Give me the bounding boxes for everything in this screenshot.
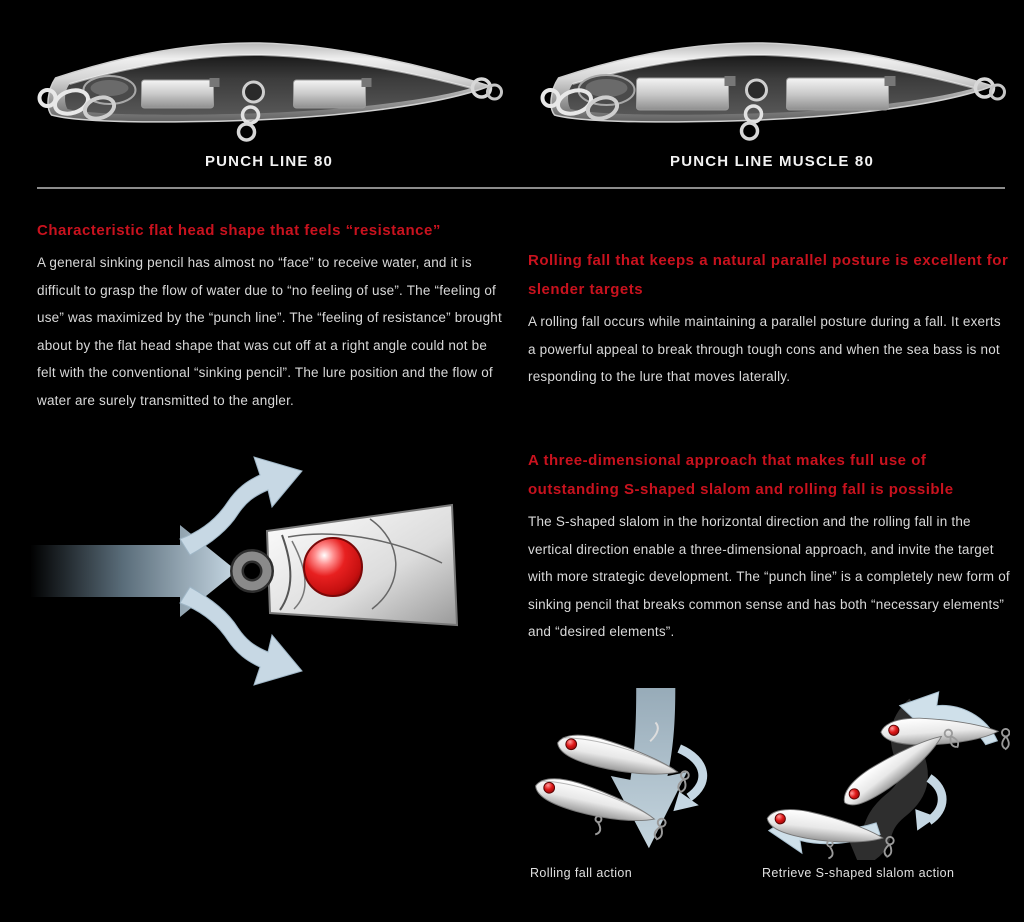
section-body: The S-shaped slalom in the horizontal direction and the rolling fall in the vertical direction enable a three-dimensional approach, and invite the target with more strategic development. The “punch line” is a completely new form of sinking pencil that breaks common sense and has both “necessary elements” and “desired elements”.	[528, 514, 1010, 639]
section-rolling-fall	[528, 246, 1010, 391]
rolling-fall-graphic	[528, 688, 763, 860]
lure-cutaway-graphic	[533, 30, 1011, 150]
product-label-punch-line-muscle-80: PUNCH LINE MUSCLE 80	[669, 153, 875, 170]
s-slalom-graphic	[760, 688, 1010, 860]
rolling-fall-action-diagram	[528, 688, 763, 860]
section-flat-head	[37, 216, 509, 414]
section-body: A rolling fall occurs while maintaining a parallel posture during a fall. It exerts a powerful appeal to break through tough cons and when the sea bass is not responding to the lure that moves laterally.	[528, 314, 1001, 384]
section-body: A general sinking pencil has almost no “face” to receive water, and it is difficult to grasp the flow of water due to “no feeling of use”. The “feeling of use” was maximized by the “punch line”. The “feeling of resistance” brought about by the flat head shape that was cut off at a right angle could not be felt with the conventional “sinking pencil”. The lure position and the flow of water are surely transmitted to the angler.	[37, 255, 502, 408]
punch-line-muscle-80-cutaway-image	[533, 30, 1011, 150]
horizontal-divider	[37, 187, 1005, 189]
caption-s-slalom: Retrieve S-shaped slalom action	[762, 866, 955, 880]
product-label-punch-line-80: PUNCH LINE 80	[204, 153, 334, 170]
caption-rolling-fall: Rolling fall action	[530, 866, 633, 880]
section-heading: A three-dimensional approach that makes full use of outstanding S-shaped slalom and rolling fall is possible	[528, 452, 954, 498]
water-flow-graphic	[30, 445, 515, 697]
section-heading: Rolling fall that keeps a natural parallel posture is excellent for slender targets	[528, 252, 1009, 298]
s-slalom-action-diagram	[760, 688, 1010, 860]
punch-line-80-cutaway-image	[28, 30, 510, 150]
section-heading: Characteristic flat head shape that feels “resistance”	[37, 222, 441, 239]
lure-cutaway-graphic	[28, 30, 510, 150]
section-three-dimensional	[528, 446, 1010, 646]
water-flow-diagram	[30, 445, 515, 697]
